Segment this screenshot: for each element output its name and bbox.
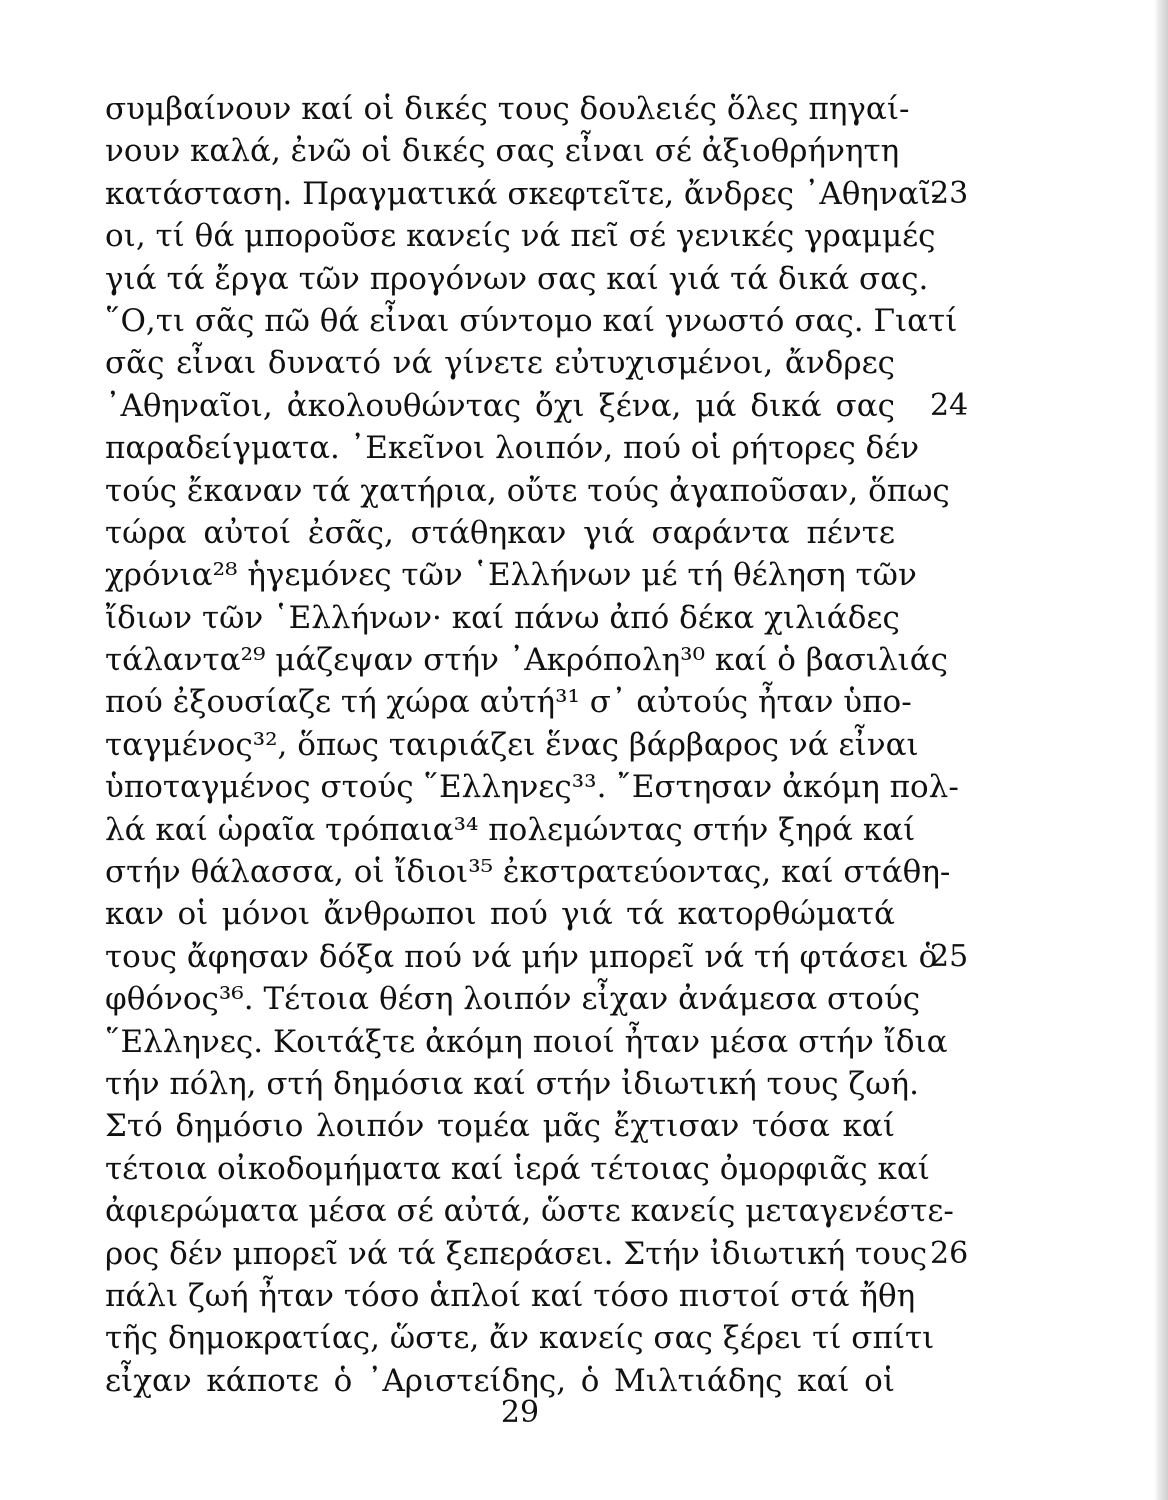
text-line: τῆς δημοκρατίας, ὥστε, ἄν κανείς σας ξέρει τί σπίτι [105, 1320, 935, 1357]
text-line: στήν θάλασσα, οἱ ἴδιοι³⁵ ἐκστρατεύοντας, καί στάθη- [105, 854, 951, 891]
text-line: χρόνια²⁸ ἡγεμόνες τῶν ῾Ελλήνων μέ τή θέληση τῶν [105, 557, 917, 594]
margin-number: 24 [930, 387, 969, 423]
text-line: ὑποταγμένος στούς ῞Ελληνες³³. ῎Εστησαν ἀκόμη πολ- [105, 769, 959, 806]
text-line: ῞Ελληνες. Κοιτάξτε ἀκόμη ποιοί ἦταν μέσα στήν ἴδια [105, 1023, 948, 1060]
text-line: πάλι ζωή ἦταν τόσο ἁπλοί καί τόσο πιστοί στά ἤθη [105, 1277, 916, 1314]
text-line: τούς ἔκαναν τά χατήρια, οὔτε τούς ἀγαποῦσαν, ὅπως [105, 472, 950, 509]
text-line: λά καί ὡραῖα τρόπαια³⁴ πολεμώντας στήν ξηρά καί [105, 811, 916, 848]
text-line: φθόνος³⁶. Τέτοια θέση λοιπόν εἶχαν ἀνάμεσα στούς [105, 981, 921, 1018]
text-line: σᾶς εἶναι δυνατό νά γίνετε εὐτυχισμένοι, ἄνδρες [105, 345, 895, 382]
text-line: τους ἄφησαν δόξα πού νά μήν μπορεῖ νά τή φτάσει ὁ [105, 938, 938, 975]
text-line: ῞Ο,τι σᾶς πῶ θά εἶναι σύντομο καί γνωστό σας. Γιατί [105, 302, 958, 339]
text-line: γιά τά ἔργα τῶν προγόνων σας καί γιά τά δικά σας. [105, 260, 929, 297]
text-line: ἀφιερώματα μέσα σέ αὐτά, ὥστε κανείς μεταγενέστε- [105, 1193, 954, 1230]
margin-number: 26 [930, 1235, 969, 1271]
text-line: συμβαίνουν καί οἱ δικές τους δουλειές ὅλες πηγαί- [105, 91, 910, 127]
page-edge-shadow [1154, 0, 1168, 1500]
text-line: εἶχαν κάποτε ὁ ᾿Αριστείδης, ὁ Μιλτιάδης καί οἱ [105, 1362, 895, 1399]
text-line: τήν πόλη, στή δημόσια καί στήν ἰδιωτική τους ζωή. [105, 1065, 919, 1102]
text-line: τάλαντα²⁹ μάζεψαν στήν ᾿Ακρόπολη³⁰ καί ὁ βασιλιάς [105, 642, 948, 679]
text-line: παραδείγματα. ᾿Εκεῖνοι λοιπόν, πού οἱ ρήτορες δέν [105, 430, 920, 467]
text-line: ρος δέν μπορεῖ νά τά ξεπεράσει. Στήν ἰδιωτική τους [105, 1235, 928, 1272]
margin-number: 23 [930, 175, 969, 211]
text-line: πού ἐξουσίαζε τή χώρα αὐτή³¹ σ᾿ αὐτούς ἦταν ὑπο- [105, 684, 912, 721]
text-line: τέτοια οἰκοδομήματα καί ἱερά τέτοιας ὀμορφιᾶς καί [105, 1150, 930, 1187]
text-line: τώρα αὐτοί ἐσᾶς, στάθηκαν γιά σαράντα πέντε [105, 514, 895, 551]
text-line: οι, τί θά μποροῦσε κανείς νά πεῖ σέ γενικές γραμμές [105, 218, 936, 255]
text-line: ἴδιων τῶν ῾Ελλήνων· καί πάνω ἀπό δέκα χιλιάδες [105, 599, 900, 636]
margin-number: 25 [930, 939, 969, 974]
text-line: ᾿Αθηναῖοι, ἀκολουθώντας ὄχι ξένα, μά δικά σας [105, 387, 895, 424]
page-number: 29 [500, 1395, 540, 1430]
text-line: νουν καλά, ἐνῶ οἱ δικές σας εἶναι σέ ἀξιοθρήνητη [105, 133, 900, 170]
text-line: Στό δημόσιο λοιπόν τομέα μᾶς ἔχτισαν τόσα καί [105, 1108, 895, 1145]
text-line: κατάσταση. Πραγματικά σκεφτεῖτε, ἄνδρες ᾿Αθηναῖ- [105, 175, 942, 212]
text-line: καν οἱ μόνοι ἄνθρωποι πού γιά τά κατορθώματά [105, 896, 895, 933]
text-line: ταγμένος³², ὅπως ταιριάζει ἕνας βάρβαρος νά εἶναι [105, 726, 919, 763]
